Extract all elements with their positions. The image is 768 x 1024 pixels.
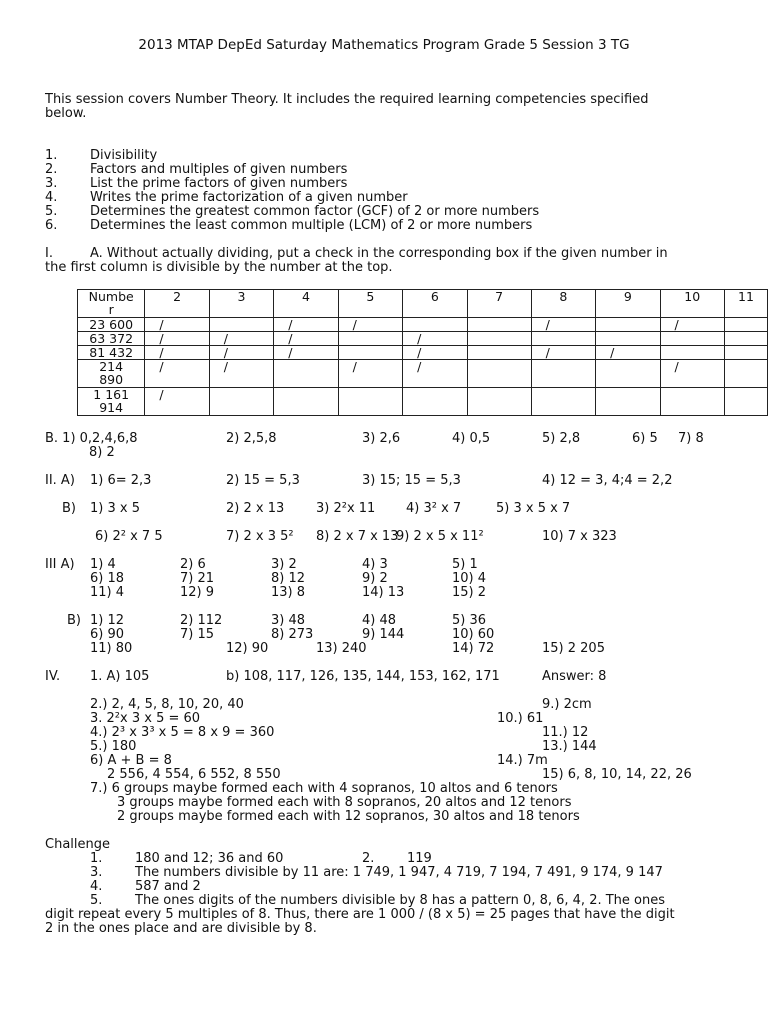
table-header-row — [78, 290, 768, 318]
check-cell — [596, 318, 660, 332]
check-cell — [338, 388, 402, 416]
answer-text: 7.) 6 groups maybe formed each with 4 sopranos, 10 altos and 6 tenors — [90, 781, 558, 796]
number-value: 214 — [99, 359, 124, 374]
check-cell: / — [338, 318, 402, 332]
check-cell: / — [145, 332, 209, 346]
answer-text: IV. — [45, 669, 61, 684]
answer-text: 4) 12 = 3, 4;4 = 2,2 — [542, 473, 673, 488]
answer-text: 8) 273 — [271, 627, 314, 642]
answer-text: 10) 4 — [452, 571, 487, 586]
header-number-cell — [78, 290, 145, 318]
competency-number: 4. — [45, 190, 58, 205]
answer-text: B) — [62, 501, 76, 516]
competency-number: 1. — [45, 148, 58, 163]
check-cell — [596, 360, 660, 388]
answer-text: 4. — [90, 879, 103, 894]
check-cell — [467, 346, 531, 360]
answer-text: 1) 12 — [90, 613, 125, 628]
answer-text: III A) — [45, 557, 75, 572]
answer-text: 9.) 2cm — [542, 697, 592, 712]
answer-text: 4) 0,5 — [452, 431, 491, 446]
check-cell: / — [403, 332, 467, 346]
part-one-number: I. — [45, 246, 53, 261]
answer-text: digit repeat every 5 multiples of 8. Thus, there are 1 000 / (8 x 5) = 25 pages that have the digit — [45, 907, 675, 922]
number-cell — [78, 332, 145, 346]
answer-text: 12) 9 — [180, 585, 215, 600]
number-cell — [78, 346, 145, 360]
answer-text: 9) 144 — [362, 627, 405, 642]
answer-text: 5. — [90, 893, 103, 908]
answer-text: 11.) 12 — [542, 725, 589, 740]
answer-text: 5) 36 — [452, 613, 487, 628]
answer-text: 7) 2 x 3 5² — [226, 529, 294, 544]
answer-text: 14) 13 — [362, 585, 405, 600]
competency-text: Determines the least common multiple (LCM) of 2 or more numbers — [90, 218, 533, 233]
answer-text: The numbers divisible by 11 are: 1 749, 1 947, 4 719, 7 194, 7 491, 9 174, 9 147 — [135, 865, 663, 880]
number-value: 1 161 — [93, 387, 130, 402]
answer-text: 1) 3 x 5 — [90, 501, 140, 516]
header-divisor-cell: 11 — [724, 290, 767, 318]
answer-text: 3) 15; 15 = 5,3 — [362, 473, 461, 488]
competency-text: Divisibility — [90, 148, 158, 163]
answer-text: 1. — [90, 851, 103, 866]
answer-text: 3) 2,6 — [362, 431, 401, 446]
answer-text: 2 groups maybe formed each with 12 sopranos, 30 altos and 18 tenors — [117, 809, 580, 824]
answer-text: 5) 3 x 5 x 7 — [496, 501, 571, 516]
table-row — [78, 332, 768, 346]
answer-text: 4.) 2³ x 3³ x 5 = 8 x 9 = 360 — [90, 725, 275, 740]
answer-text: 5) 1 — [452, 557, 478, 572]
header-divisor-cell: 3 — [209, 290, 273, 318]
answer-text: 3) 48 — [271, 613, 306, 628]
answer-text: 8) 2 x 7 x 13 — [316, 529, 399, 544]
competency-number: 2. — [45, 162, 58, 177]
answer-text: 13) 240 — [316, 641, 367, 656]
answer-text: 180 and 12; 36 and 60 — [135, 851, 284, 866]
number-value: 890 — [99, 372, 124, 387]
check-cell — [467, 388, 531, 416]
check-cell — [596, 332, 660, 346]
intro-line-1: This session covers Number Theory. It includes the required learning competencies specified — [45, 92, 649, 107]
answer-text: II. A) — [45, 473, 75, 488]
check-cell — [660, 346, 724, 360]
header-number-label: Numbe — [88, 289, 134, 304]
check-cell — [531, 360, 595, 388]
check-cell — [660, 388, 724, 416]
check-cell: / — [145, 318, 209, 332]
answer-text: 5) 2,8 — [542, 431, 581, 446]
check-cell — [467, 318, 531, 332]
answer-text: 7) 8 — [678, 431, 704, 446]
answer-text: 11) 80 — [90, 641, 133, 656]
answer-text: 3. — [90, 865, 103, 880]
check-cell: / — [274, 346, 338, 360]
header-divisor-cell: 9 — [596, 290, 660, 318]
answer-text: 4) 48 — [362, 613, 397, 628]
answer-text: 3) 2²x 11 — [316, 501, 376, 516]
answer-text: 1) 6= 2,3 — [90, 473, 152, 488]
answer-text: 2) 112 — [180, 613, 223, 628]
check-cell — [274, 360, 338, 388]
check-cell: / — [338, 360, 402, 388]
answer-text: The ones digits of the numbers divisible by 8 has a pattern 0, 8, 6, 4, 2. The ones — [135, 893, 665, 908]
check-cell — [338, 332, 402, 346]
answer-text: 1) 4 — [90, 557, 116, 572]
answer-text: 2) 15 = 5,3 — [226, 473, 300, 488]
competency-text: List the prime factors of given numbers — [90, 176, 348, 191]
competency-number: 6. — [45, 218, 58, 233]
check-cell — [338, 346, 402, 360]
answer-text: 2. — [362, 851, 375, 866]
answer-text: 13) 8 — [271, 585, 306, 600]
check-cell: / — [209, 360, 273, 388]
number-value: 81 432 — [89, 345, 134, 360]
check-cell — [531, 388, 595, 416]
answer-text: 6) 5 — [632, 431, 658, 446]
answer-text: 10) 60 — [452, 627, 495, 642]
answer-text: 6) 18 — [90, 571, 125, 586]
answer-text: Challenge — [45, 837, 110, 852]
answer-text: 15) 2 205 — [542, 641, 605, 656]
check-cell: / — [209, 346, 273, 360]
answer-text: 3. 2²x 3 x 5 = 60 — [90, 711, 201, 726]
answer-text: 11) 4 — [90, 585, 125, 600]
number-cell — [78, 388, 145, 416]
competency-number: 3. — [45, 176, 58, 191]
check-cell: / — [145, 388, 209, 416]
answer-text: 14) 72 — [452, 641, 495, 656]
header-divisor-cell: 4 — [274, 290, 338, 318]
check-cell: / — [660, 318, 724, 332]
answer-text: 2) 2,5,8 — [226, 431, 277, 446]
answer-text: 2 556, 4 554, 6 552, 8 550 — [107, 767, 281, 782]
check-cell: / — [274, 332, 338, 346]
table-row — [78, 388, 768, 416]
answer-text: 4) 3 — [362, 557, 388, 572]
answer-text: 9) 2 — [362, 571, 388, 586]
header-divisor-cell: 7 — [467, 290, 531, 318]
answer-text: 2 in the ones place and are divisible by 8. — [45, 921, 317, 936]
check-cell: / — [596, 346, 660, 360]
check-cell — [724, 360, 767, 388]
answer-text: 4) 3² x 7 — [406, 501, 462, 516]
check-cell — [724, 388, 767, 416]
answer-text: 1. A) 105 — [90, 669, 150, 684]
check-cell — [467, 332, 531, 346]
competency-text: Determines the greatest common factor (GCF) of 2 or more numbers — [90, 204, 540, 219]
answer-text: 6) A + B = 8 — [90, 753, 172, 768]
check-cell — [274, 388, 338, 416]
check-cell — [660, 332, 724, 346]
check-cell: / — [209, 332, 273, 346]
check-cell — [596, 388, 660, 416]
check-cell — [467, 360, 531, 388]
header-divisor-cell: 6 — [403, 290, 467, 318]
answer-text: 6) 2² x 7 5 — [95, 529, 163, 544]
check-cell — [403, 318, 467, 332]
competency-number: 5. — [45, 204, 58, 219]
answer-text: B. 1) 0,2,4,6,8 — [45, 431, 138, 446]
answer-text: 2) 6 — [180, 557, 206, 572]
header-divisor-cell: 2 — [145, 290, 209, 318]
check-cell: / — [403, 346, 467, 360]
header-divisor-cell: 10 — [660, 290, 724, 318]
answer-text: 7) 21 — [180, 571, 215, 586]
number-cell — [78, 318, 145, 332]
intro-line-2: below. — [45, 106, 87, 121]
answer-text: 6) 90 — [90, 627, 125, 642]
answer-text: 7) 15 — [180, 627, 215, 642]
number-value: 63 372 — [89, 331, 134, 346]
check-cell — [724, 346, 767, 360]
answer-text: 2) 2 x 13 — [226, 501, 285, 516]
answer-text: 10.) 61 — [497, 711, 544, 726]
header-number-label: r — [108, 302, 114, 317]
check-cell — [531, 332, 595, 346]
answer-text: 12) 90 — [226, 641, 269, 656]
table-row — [78, 346, 768, 360]
answer-text: b) 108, 117, 126, 135, 144, 153, 162, 171 — [226, 669, 500, 684]
check-cell: / — [274, 318, 338, 332]
answer-text: Answer: 8 — [542, 669, 607, 684]
check-cell — [209, 318, 273, 332]
check-cell: / — [660, 360, 724, 388]
number-value: 914 — [99, 400, 124, 415]
number-cell — [78, 360, 145, 388]
competency-text: Writes the prime factorization of a given number — [90, 190, 408, 205]
answer-text: 15) 2 — [452, 585, 487, 600]
answer-text: 10) 7 x 323 — [542, 529, 617, 544]
answer-text: 5.) 180 — [90, 739, 137, 754]
part-one-instruction-cont: the first column is divisible by the number at the top. — [45, 260, 393, 275]
table-row — [78, 360, 768, 388]
answer-text: 9) 2 x 5 x 11² — [396, 529, 484, 544]
divisibility-table — [77, 289, 768, 416]
check-cell — [209, 388, 273, 416]
check-cell — [403, 388, 467, 416]
answer-text: 8) 12 — [271, 571, 306, 586]
competency-text: Factors and multiples of given numbers — [90, 162, 348, 177]
check-cell — [724, 318, 767, 332]
answer-text: 2.) 2, 4, 5, 8, 10, 20, 40 — [90, 697, 244, 712]
check-cell: / — [531, 318, 595, 332]
answer-text: 3) 2 — [271, 557, 297, 572]
answer-text: 8) 2 — [89, 445, 115, 460]
answer-text: B) — [67, 613, 81, 628]
part-one-instruction: A. Without actually dividing, put a check in the corresponding box if the given number in — [90, 246, 668, 261]
check-cell: / — [145, 360, 209, 388]
check-cell — [724, 332, 767, 346]
check-cell: / — [531, 346, 595, 360]
answer-text: 13.) 144 — [542, 739, 597, 754]
answer-text: 119 — [407, 851, 432, 866]
check-cell: / — [145, 346, 209, 360]
header-divisor-cell: 8 — [531, 290, 595, 318]
answer-text: 14.) 7m — [497, 753, 548, 768]
number-value: 23 600 — [89, 317, 134, 332]
page-title: 2013 MTAP DepEd Saturday Mathematics Program Grade 5 Session 3 TG — [138, 37, 630, 53]
table-row — [78, 318, 768, 332]
answer-text: 15) 6, 8, 10, 14, 22, 26 — [542, 767, 692, 782]
answer-text: 587 and 2 — [135, 879, 201, 894]
header-divisor-cell: 5 — [338, 290, 402, 318]
check-cell: / — [403, 360, 467, 388]
answer-text: 3 groups maybe formed each with 8 sopranos, 20 altos and 12 tenors — [117, 795, 572, 810]
